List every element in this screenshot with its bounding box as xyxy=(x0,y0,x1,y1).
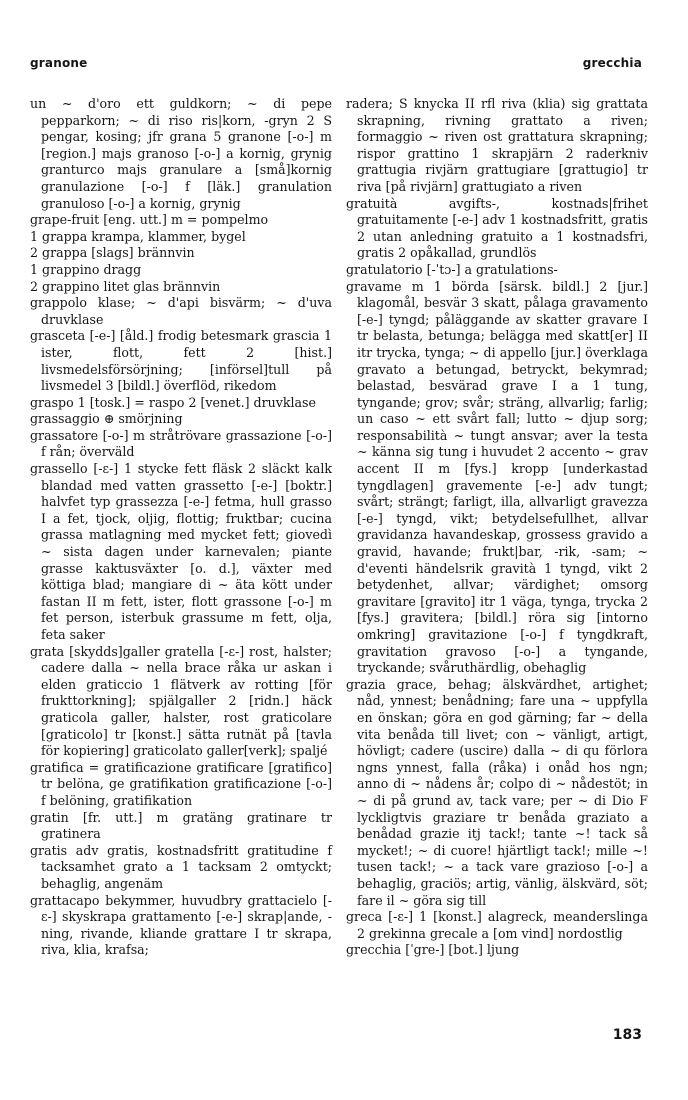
dictionary-entry: 1 grappino dragg xyxy=(30,261,142,277)
dictionary-entry: grattacapo bekymmer, huvudbry grattacielo [-ɛ-] skyskrapa grattamento [-e-] skrap|ande, -ning, rivande, kliande grattare I tr skrapa, riva, klia, krafsa; xyxy=(30,892,332,958)
dictionary-entry: grappolo klase; ~ d'api bisvärm; ~ d'uva druvklase xyxy=(30,295,332,327)
dictionary-entry: gratis adv gratis, kostnadsfritt gratitudine f tacksamhet grato a 1 tacksam 2 omtyckt; behaglig, angenäm xyxy=(30,842,332,891)
dictionary-entry: 2 grappa [slags] brännvin xyxy=(30,245,195,261)
dictionary-entry: grassatore [-o-] m stråtrövare grassazione [-o-] f rån; överväld xyxy=(30,427,332,460)
dictionary-entry: gratifica = gratificazione gratificare [gratifico] tr belöna, ge gratifikation gratificazione [-o-] f belöning, gratifikation xyxy=(30,759,332,808)
dictionary-entry: radera; S knycka II rfl riva (klia) sig grattata skrapning, rivning grattato a riven; formaggio ~ riven ost grattatura skrapning; rispor grattino 1 skrapjärn 2 raderkniv grattugia rivjärn grattugiare [grattugio] tr riva [på rivjärn] grattugiato a riven xyxy=(346,96,648,194)
dictionary-entry: grassello [-ɛ-] 1 stycke fett fläsk 2 släckt kalk blandad med vatten grassetto [-e-] [boktr.] halvfet typ grassezza [-e-] fetma, hull grasso I a fet, tjock, oljig, flottig; fruktbar; cucina grassa matlagning med mycket fett; giovedì ~ sista dagen under karnevalen; piante grasse kaktusväxter [o. d.], växter med köttiga blad; mangiare di ~ äta kött under fastan II m fett, ister, flott grassone [-o-] m fet person, isterbuk grassume m fett, olja, feta saker xyxy=(30,461,332,642)
dictionary-entry: gratuità avgifts-, kostnads|frihet gratuitamente [-e-] adv 1 kostnadsfritt, gratis 2 utan anledning gratuito a 1 kostnadsfri, gratis 2 opåkallad, grundlös xyxy=(346,195,648,261)
running-head-right: grecchia xyxy=(582,56,642,70)
dictionary-entry: grasceta [-e-] [åld.] frodig betesmark grascia 1 ister, flott, fett 2 [hist.] livsmedelsförsörjning; [införsel]tull på livsmedel 3 [bildl.] överflöd, rikedom xyxy=(30,328,332,394)
dictionary-entry: grape-fruit [eng. utt.] m = pompelmo xyxy=(30,212,269,228)
dictionary-entry: grassaggio ⊕ smörjning xyxy=(30,411,183,427)
dictionary-column-right xyxy=(346,96,648,959)
dictionary-entry: 1 grappa krampa, klammer, bygel xyxy=(30,228,246,244)
dictionary-entry: gravame m 1 börda [särsk. bildl.] 2 [jur.] klagomål, besvär 3 skatt, pålaga gravamento [-e-] tyngd; påläggande av skatter gravare I tr belasta, betunga; belägga med skatt[er] II itr trycka, tynga; ~ di appello [jur.] överklaga gravato a betungad, betryckt, bekymrad; belastad, besvärad grave I a 1 tung, tyngande; grov; svår; sträng, allvarlig; farlig; un caso ~ ett svårt fall; lutto ~ djup sorg; responsabilità ~ tungt ansvar; aver la testa ~ känna sig tung i huvudet 2 accento ~ grav accent II m [fys.] kropp [underkastad tyngdlagen] gravemente [-e-] adv tungt; svårt; strängt; farligt, illa, allvarligt gravezza [-e-] tyngd, vikt; betydelsefullhet, allvar gravidanza havandeskap, grossess gravido a gravid, havande; frukt|bar, -rik, -sam; ~ d'eventi händelsrik gravità 1 tyngd, vikt 2 betydenhet, allvar; värdighet; omsorg gravitare [gravito] itr 1 väga, tynga, trycka 2 [fys.] gravitera; [bildl.] röra sig [intorno omkring] gravitazione [-o-] f tyngdkraft, gravitation gravoso [-o-] a tyngande, tryckande; svåruthärdlig, obehaglig xyxy=(346,278,648,676)
page-number: 183 xyxy=(612,1027,642,1043)
dictionary-entry: grecchia [ˈgre-] [bot.] ljung xyxy=(346,942,520,958)
dictionary-entry: grata [skydds]galler gratella [-ɛ-] rost, halster; cadere dalla ~ nella brace råka ur askan i elden graticcio 1 flätverk av rotting [för frukttorkning]; spjälgaller 2 [ridn.] häck graticola galler, halster, rost graticolare [graticolo] tr [konst.] sätta rutnät på [tavla för kopiering] graticolato galler[verk]; spaljé xyxy=(30,643,332,759)
dictionary-entry: grazia grace, behag; älskvärdhet, artighet; nåd, ynnest; benådning; fare una ~ uppfylla en önskan; göra en god gärning; far ~ della vita benåda till livet; con ~ vänligt, artigt, hövligt; cadere (uscire) dalla ~ di qu förlora ngns ynnest, falla (råka) i onåd hos ngn; anno di ~ nådens år; colpo di ~ nådestöt; in ~ di på grund av, tack vare; per ~ di Dio F lyckligtvis graziare tr benåda graziato a benådad grazie itj tack!; tante ~! tack så mycket!; ~ di cuore! hjärtligt tack!; mille ~! tusen tack!; ~ a tack vare grazioso [-o-] a behaglig, graciös; artig, vänlig, älskvärd, söt; fare il ~ göra sig till xyxy=(346,676,648,908)
dictionary-entry: un ~ d'oro ett guldkorn; ~ di pepe pepparkorn; ~ di riso ris|korn, -gryn 2 S pengar, kosing; jfr grana 5 granone [-o-] m [region.] majs granoso [-o-] a kornig, grynig granturco majs granulare a [små]kornig granulazione [-o-] f [läk.] granulation granuloso [-o-] a kornig, grynig xyxy=(30,96,332,211)
dictionary-column-left xyxy=(30,96,332,959)
dictionary-entry: greca [-ɛ-] 1 [konst.] alagreck, meanderslinga 2 grekinna grecale a [om vind] nordostlig xyxy=(346,909,648,941)
dictionary-entry: graspo 1 [tosk.] = raspo 2 [venet.] druvklase xyxy=(30,394,316,410)
dictionary-entry: 2 grappino litet glas brännvin xyxy=(30,278,221,294)
running-head-left: granone xyxy=(30,56,88,70)
dictionary-entry: gratin [fr. utt.] m gratäng gratinare tr gratinera xyxy=(30,809,332,842)
dictionary-entry: gratulatorio [-ˈtɔ-] a gratulations- xyxy=(346,261,558,277)
